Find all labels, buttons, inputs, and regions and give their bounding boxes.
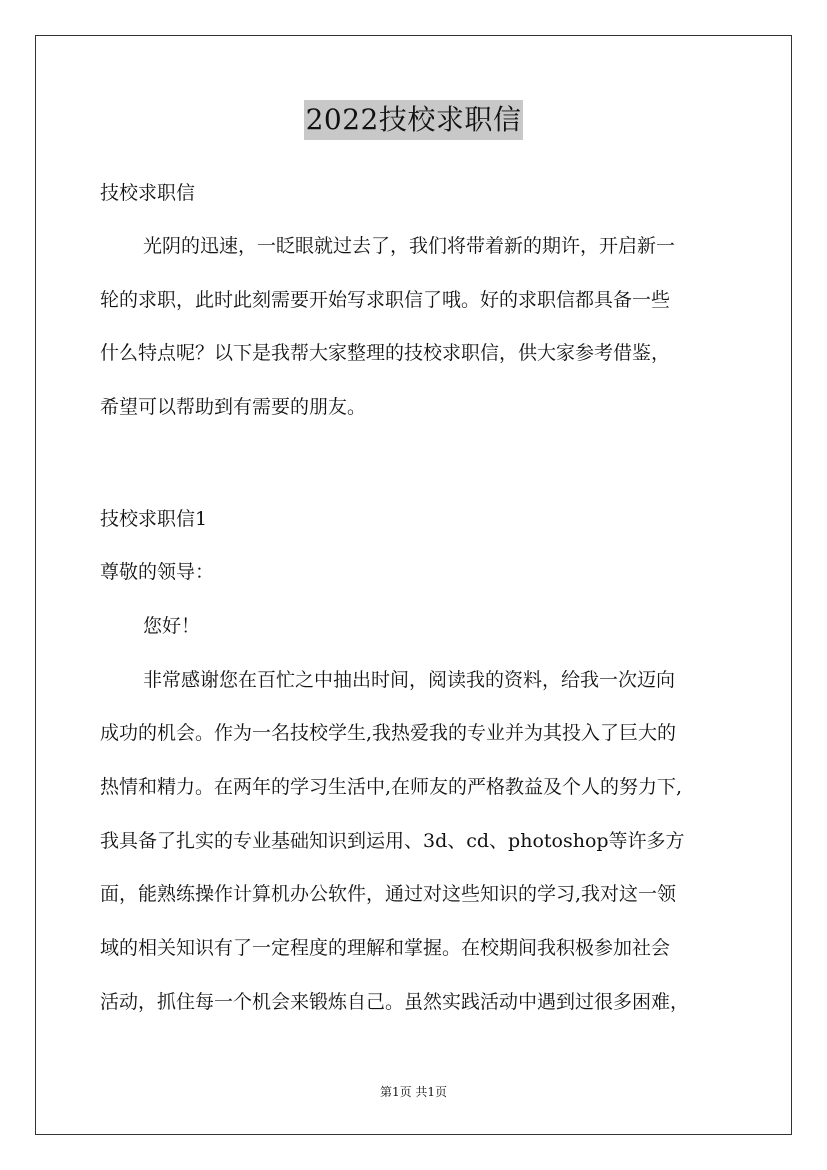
body-line-3: 热情和精力。在两年的学习生活中,在师友的严格教益及个人的努力下,	[100, 776, 683, 798]
intro-line-4: 希望可以帮助到有需要的朋友。	[100, 396, 367, 418]
document-title: 2022技校求职信	[304, 100, 524, 140]
body-line-6: 域的相关知识有了一定程度的理解和掌握。在校期间我积极参加社会	[100, 937, 671, 959]
body-line-4: 我具备了扎实的专业基础知识到运用、3d、cd、photoshop等许多方	[100, 830, 685, 852]
body-line-1: 非常感谢您在百忙之中抽出时间，阅读我的资料，给我一次迈向	[143, 669, 676, 691]
salutation: 尊敬的领导：	[100, 561, 215, 583]
page-footer: 第1页 共1页	[379, 1085, 448, 1099]
title-container	[0, 100, 827, 140]
section-heading: 技校求职信1	[100, 508, 208, 530]
greeting: 您好！	[143, 615, 201, 637]
intro-line-2: 轮的求职，此时此刻需要开始写求职信了哦。好的求职信都具备一些	[100, 289, 671, 311]
intro-line-3: 什么特点呢？以下是我帮大家整理的技校求职信，供大家参考借鉴，	[100, 342, 671, 364]
body-line-5: 面，能熟练操作计算机办公软件，通过对这些知识的学习,我对这一领	[100, 883, 677, 905]
body-line-7: 活动，抓住每一个机会来锻炼自己。虽然实践活动中遇到过很多困难，	[100, 991, 690, 1013]
body-line-2: 成功的机会。作为一名技校学生,我热爱我的专业并为其投入了巨大的	[100, 722, 677, 744]
intro-line-1: 光阴的迅速，一眨眼就过去了，我们将带着新的期许，开启新一	[143, 235, 676, 257]
subtitle: 技校求职信	[100, 182, 196, 204]
